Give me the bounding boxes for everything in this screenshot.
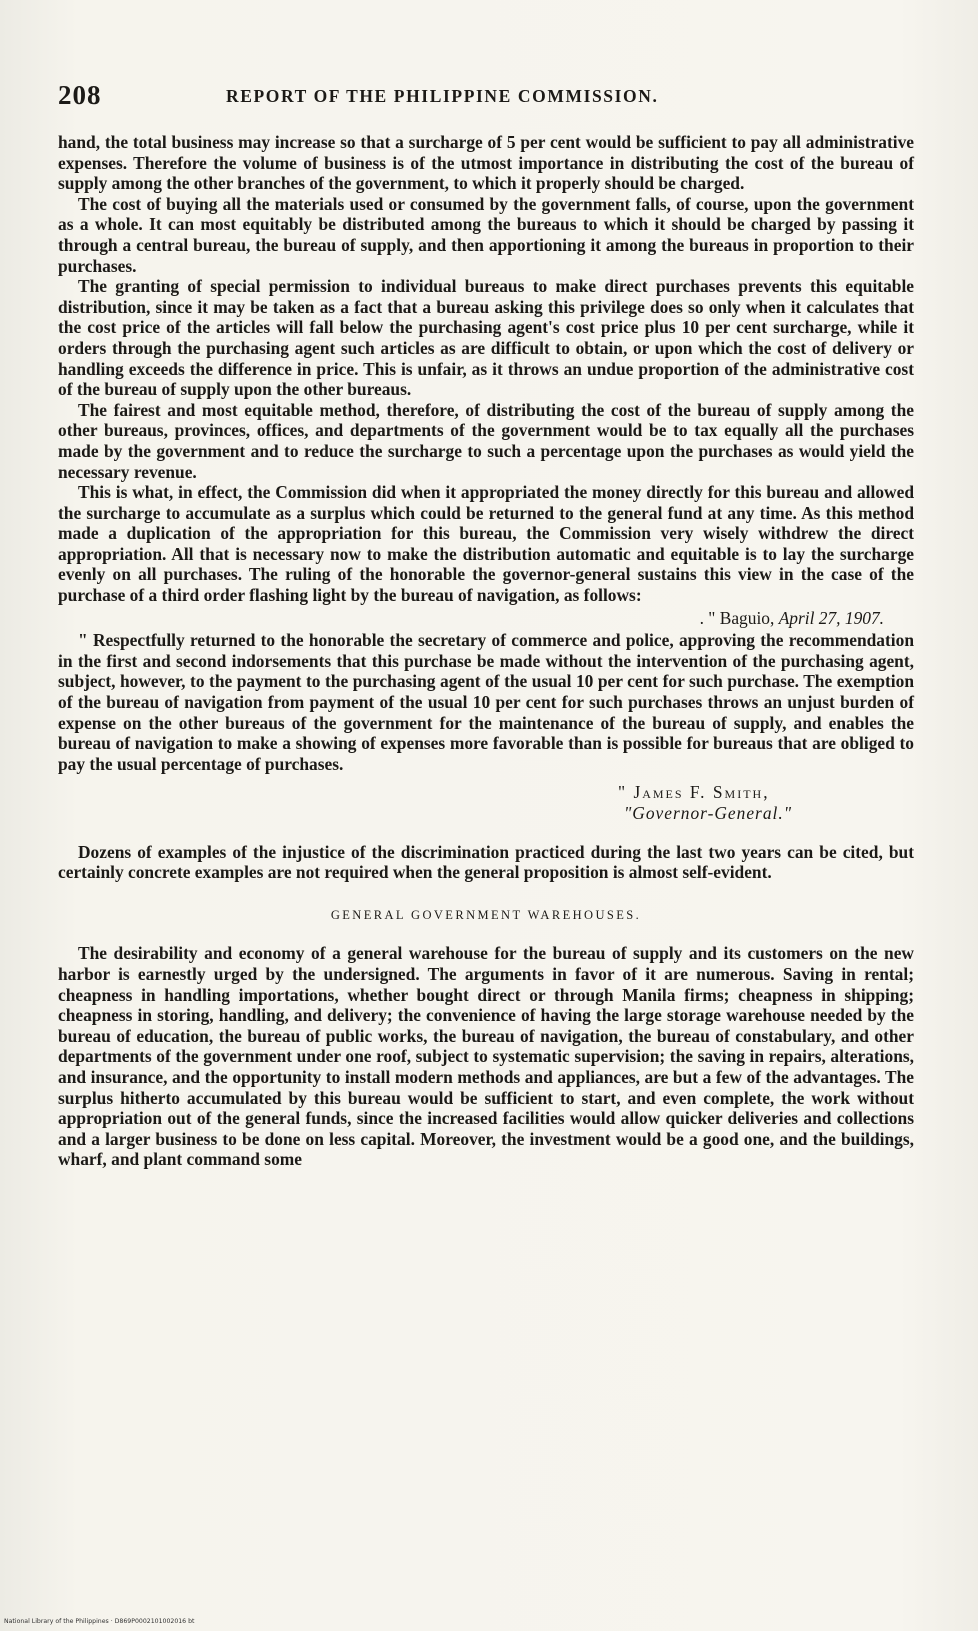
running-title: REPORT OF THE PHILIPPINE COMMISSION. <box>226 86 659 106</box>
dateline <box>58 608 884 629</box>
paragraph-dozens-of-examples: Dozens of examples of the injustice of the discrimination practiced during the last two years can be cited, but certainly concrete examples are not required when the general proposition is almost self-evident. <box>58 841 914 883</box>
signature-block <box>58 782 914 823</box>
page-header <box>58 80 918 120</box>
body-text <box>58 132 914 1170</box>
signature-title: "Governor-General." <box>624 803 793 823</box>
paragraph-commission-action: This is what, in effect, the Commission did when it appropriated the money directly for this bureau and allowed the surcharge to accumulate as a surplus which could be returned to the general fund at any time. As this method made a duplication of the appropriation for this bureau, the Commission very wisely withdrew the direct appropriation. All that is necessary now to make the distribution automatic and equitable is to lay the surcharge evenly on all purchases. The ruling of the honorable the governor-general sustains this view in the case of the purchase of a third order flashing light by the bureau of navigation, as follows: <box>58 482 914 606</box>
paragraph-special-permission: The granting of special permission to individual bureaus to make direct purchases prevents this equitable distribution, since it may be taken as a fact that a bureau asking this privilege does so only when it calculates that the cost price of the articles will fall below the purchasing agent's cost price plus 10 per cent surcharge, while it orders through the purchasing agent such articles as are difficult to obtain, or upon which the cost of delivery or handling exceeds the difference in price. This is unfair, as it throws an undue proportion of the administrative cost of the bureau of supply upon the other bureaus. <box>58 276 914 400</box>
section-heading: GENERAL GOVERNMENT WAREHOUSES. <box>330 907 642 922</box>
signature-name: " James F. Smith, <box>618 782 770 803</box>
page-number: 208 <box>58 80 102 110</box>
paragraph-continued: hand, the total business may increase so that a surcharge of 5 per cent would be sufficient to pay all administrative expenses. Therefore the volume of business is of the utmost importance in distributing the cost of the bureau of supply among the other branches of the government, to which it properly should be charged. <box>58 132 914 194</box>
paragraph-cost-of-buying: The cost of buying all the materials used or consumed by the government falls, of course, upon the government as a whole. It can most equitably be distributed among the bureaus to which it should be charged by passing it through a central bureau, the bureau of supply, and then apportioning it among the bureaus in proportion to their purchases. <box>58 193 914 276</box>
scan-credit: National Library of the Philippines · D869P0002101002016 bt <box>4 1618 195 1625</box>
paragraph-warehouse: The desirability and economy of a general warehouse for the bureau of supply and its customers on the new harbor is earnestly urged by the undersigned. The arguments in favor of it are numerous. Saving in rental; cheapness in handling importations, whether bought direct or through Manila firms; cheapness in shipping; cheapness in storing, handling, and delivery; the convenience of having the large storage warehouse needed by the bureau of education, the bureau of public works, the bureau of navigation, the bureau of constabulary, and other departments of the government under one roof, subject to systematic supervision; the saving in repairs, alterations, and insurance, and the opportunity to install modern methods and appliances, are but a few of the advantages. The surplus hitherto accumulated by this bureau would be sufficient to start, and even complete, the work without appropriation out of the general funds, since the increased facilities would allow quicker deliveries and collections and a larger business to be done on less capital. Moreover, the investment would be a good one, and the buildings, wharf, and plant command some <box>58 943 914 1170</box>
dateline-date: April 27, 1907. <box>778 607 884 628</box>
paragraph-fairest-method: The fairest and most equitable method, therefore, of distributing the cost of the bureau of supply among the other bureaus, provinces, offices, and departments of the government would be to tax equally all the purchases made by the government and to reduce the surcharge to such a percentage upon the purchases as would yield the necessary revenue. <box>58 399 914 482</box>
quoted-endorsement: " Respectfully returned to the honorable the secretary of commerce and police, approving the recommendation in the first and second indorsements that this purchase be made without the intervention of the purchasing agent, subject, however, to the payment to the purchasing agent of the usual 10 per cent for such purchase. The exemption of the bureau of navigation from payment of the usual 10 per cent for such purchases throws an unjust burden of expense on the other bureaus of the government for the maintenance of the bureau of supply, and enables the bureau of navigation to make a showing of expenses more favorable than is possible for bureaus that are obliged to pay the usual percentage of purchases. <box>58 630 914 774</box>
dateline-place: . " Baguio, <box>699 607 775 628</box>
